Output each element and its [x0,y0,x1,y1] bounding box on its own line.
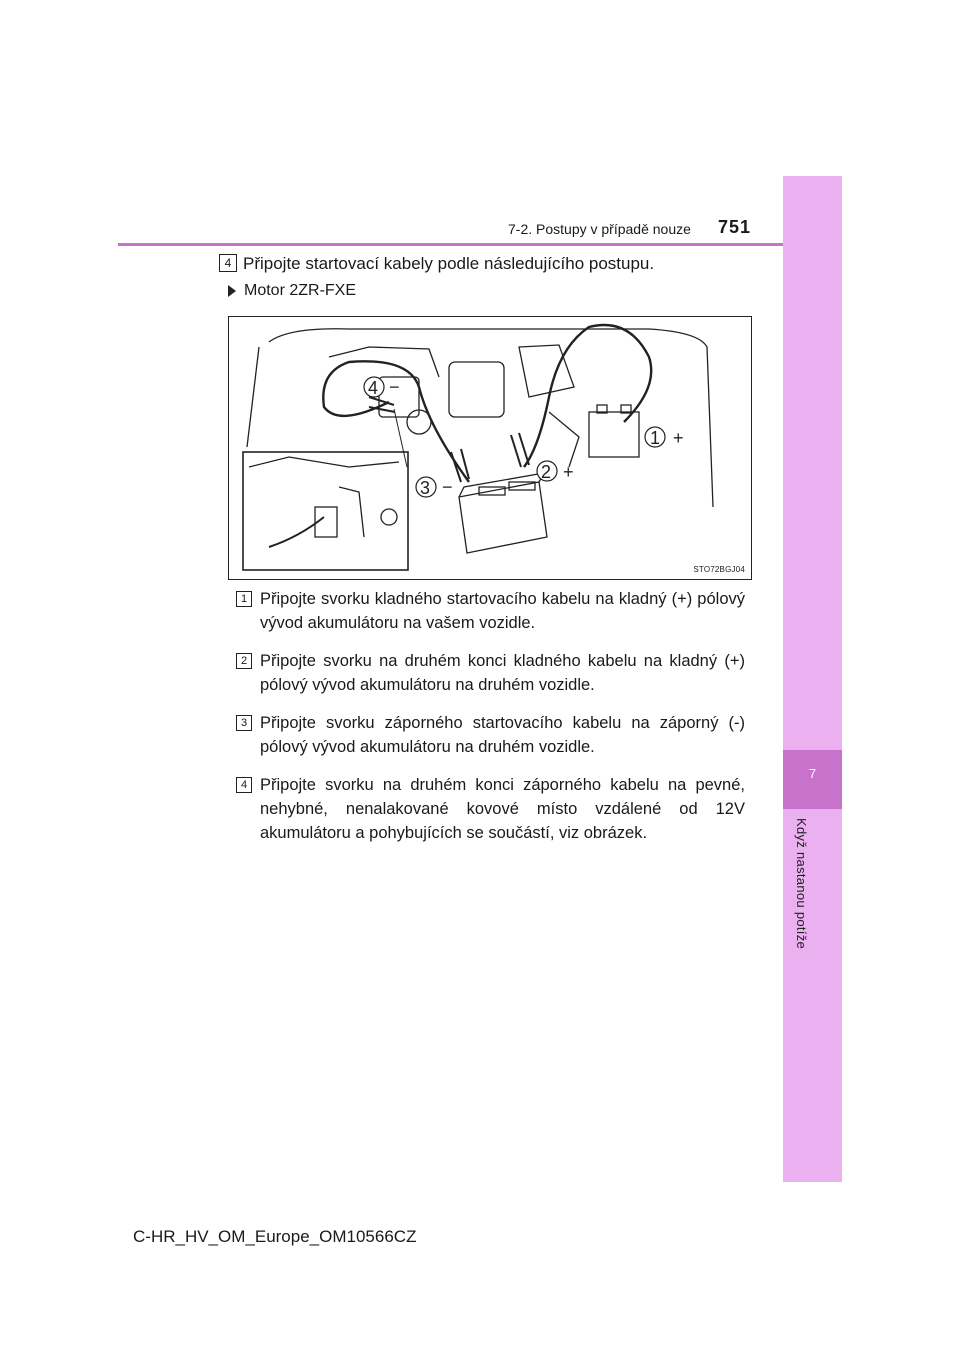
booster-battery [459,482,547,553]
instruction-list [235,587,745,859]
callout-4-sign: − [389,377,400,397]
jump-start-figure [228,316,752,580]
step-number-box: 2 [236,653,252,669]
engine-label: Motor 2ZR-FXE [244,282,357,299]
step-number-box: 3 [236,715,252,731]
callout-2: 2 [541,462,552,482]
inset-bolt [381,509,397,525]
engine-part [449,362,504,417]
inset-leader [394,409,407,467]
own-battery [589,412,639,457]
section-title: 7-2. Postupy v případě nouze [508,221,691,237]
figure-code: STO72BGJ04 [693,565,745,574]
callout-3-sign: − [442,477,453,497]
chapter-sidebar [783,176,842,1182]
instruction-text: Připojte svorku záporného startovacího kabelu na záporný (-) pólový vývod akumulátoru na druhém vozidle. [260,714,745,756]
callout-4: 4 [368,378,379,398]
inset-arrow [269,517,324,547]
instruction-text: Připojte svorku kladného startovacího kabelu na kladný (+) pólový vývod akumulátoru na vašem vozidle. [260,590,745,632]
list-item [235,587,745,635]
step-number-box: 4 [219,254,237,272]
step-number-box: 1 [236,591,252,607]
engine-pipe [549,412,579,467]
callout-1: 1 [650,428,661,448]
inset-part [339,487,364,537]
document-code: C-HR_HV_OM_Europe_OM10566CZ [133,1227,417,1246]
engine-bay-illustration [229,317,751,579]
booster-battery-top [459,473,544,497]
engine-label-row [228,282,356,300]
chapter-number: 7 [808,766,817,781]
page-number: 751 [718,217,752,237]
instruction-text: Připojte svorku na druhém konci záporného kabelu na pevné, nehybné, nenalakované kovové místo vzdálené od 12V akumulátoru a pohybujících se součástí, viz obrázek. [260,776,745,842]
instruction-text: Připojte svorku na druhém konci kladného kabelu na kladný (+) pólový vývod akumulátoru na druhém vozidle. [260,652,745,694]
header-rule [118,243,783,246]
callout-3: 3 [420,478,431,498]
callout-2-sign: + [563,462,574,482]
inset-part [249,457,399,467]
list-item [235,773,745,845]
chapter-title: Když nastanou potíže [794,818,809,950]
list-item [235,649,745,697]
list-item [235,711,745,759]
step-number-box: 4 [236,777,252,793]
callout-1-sign: + [673,428,684,448]
triangle-bullet-icon [228,285,236,297]
step-title: Připojte startovací kabely podle následujícího postupu. [243,254,655,273]
bay-left-edge [247,347,259,447]
